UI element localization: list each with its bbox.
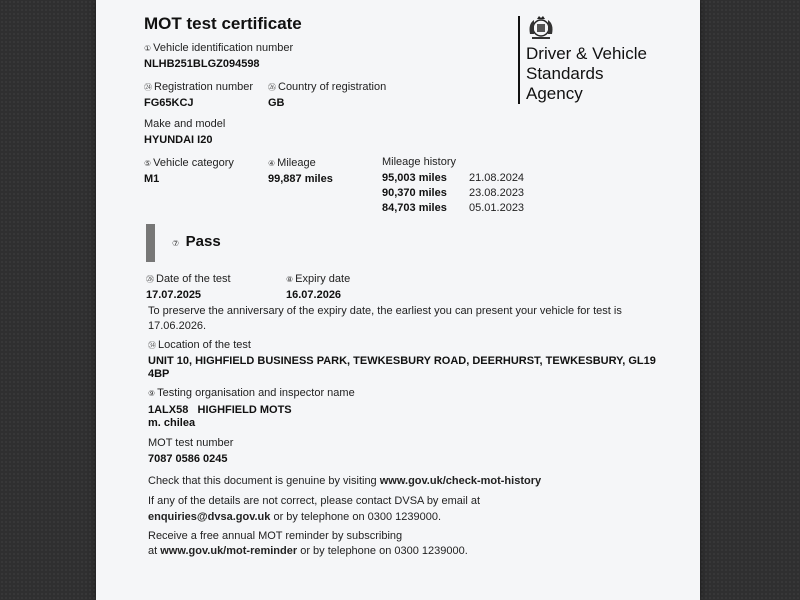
history-miles-3: 84,703 miles (382, 202, 447, 214)
org-value: 1ALX58 HIGHFIELD MOTS (148, 404, 292, 416)
test-date-value: 17.07.2025 (146, 289, 202, 301)
preserve-note-line-1: To preserve the anniversary of the expiry date, the earliest you can present your vehicle for test is (148, 305, 622, 317)
vin-value: NLHB251BLGZ094598 (144, 58, 260, 70)
registration-label-row (144, 81, 253, 93)
marker-4: ④ (268, 159, 276, 168)
history-miles-2: 90,370 miles (382, 187, 447, 199)
registration-label: Registration number (154, 81, 254, 93)
mot-reminder-link[interactable]: www.gov.uk/mot-reminder (160, 545, 298, 557)
contact-suffix: or by telephone on 0300 1239000. (270, 511, 442, 523)
marker-28: ㉘ (146, 275, 154, 284)
expiry-value: 16.07.2026 (286, 289, 342, 301)
agency-logo (518, 16, 647, 104)
mileage-label: Mileage (277, 157, 316, 169)
mileage-value: 99,887 miles (268, 173, 333, 185)
org-label: Testing organisation and inspector name (157, 387, 355, 399)
contact-email-link[interactable]: enquiries@dvsa.gov.uk (148, 511, 271, 523)
marker-26: ㉖ (268, 83, 276, 92)
make-model-value: HYUNDAI I20 (144, 134, 213, 146)
marker-7: ⑦ (172, 239, 180, 248)
agency-line-1: Driver & Vehicle (526, 44, 647, 63)
certificate-title: MOT test certificate (144, 14, 302, 33)
contact-line-2 (148, 511, 441, 523)
mot-certificate-paper (96, 0, 700, 600)
country-label-row (268, 81, 386, 93)
result-value: Pass (185, 233, 221, 250)
country-label: Country of registration (278, 81, 387, 93)
result-row (172, 233, 221, 251)
test-number-value: 7087 0586 0245 (148, 453, 228, 465)
registration-value: FG65KCJ (144, 97, 194, 109)
reminder-suffix: or by telephone on 0300 1239000. (297, 545, 468, 557)
reminder-line-1: Receive a free annual MOT reminder by subscribing (148, 530, 403, 542)
location-line-1: UNIT 10, HIGHFIELD BUSINESS PARK, TEWKESBURY ROAD, DEERHURST, TEWKESBURY, GL19 (148, 355, 656, 367)
agency-line-3: Agency (526, 84, 583, 103)
marker-8: ⑧ (286, 275, 294, 284)
make-model-label: Make and model (144, 118, 226, 130)
category-label: Vehicle category (153, 157, 234, 169)
reminder-prefix: at (148, 545, 161, 557)
location-label: Location of the test (158, 339, 251, 351)
mileage-history-label: Mileage history (382, 156, 456, 168)
agency-line-2: Standards (526, 64, 604, 83)
vin-label: Vehicle identification number (153, 42, 294, 54)
marker-9: ⑨ (148, 389, 156, 398)
result-bar (146, 224, 155, 262)
history-date-1: 21.08.2024 (469, 172, 525, 184)
location-line-2: 4BP (148, 368, 170, 380)
test-date-label-row (146, 273, 231, 285)
expiry-label-row (286, 273, 350, 285)
vin-label-row (144, 42, 293, 54)
history-date-2: 23.08.2023 (469, 187, 525, 199)
country-value: GB (268, 97, 285, 109)
contact-line-1: If any of the details are not correct, please contact DVSA by email at (148, 495, 481, 507)
marker-5: ⑤ (144, 159, 152, 168)
marker-1: ① (144, 44, 152, 53)
check-genuine-line (148, 475, 541, 487)
test-date-label: Date of the test (156, 273, 231, 285)
check-mot-link[interactable]: www.gov.uk/check-mot-history (379, 475, 542, 487)
location-label-row (148, 339, 251, 351)
test-number-label: MOT test number (148, 437, 234, 449)
history-date-3: 05.01.2023 (469, 202, 525, 214)
preserve-note-line-2: 17.06.2026. (148, 320, 207, 332)
org-label-row (148, 387, 355, 399)
marker-34: ㉞ (148, 341, 156, 350)
expiry-label: Expiry date (295, 273, 351, 285)
inspector-name: m. chilea (148, 417, 196, 429)
marker-24: ㉔ (144, 83, 152, 92)
category-label-row (144, 157, 234, 169)
reminder-line-2 (148, 545, 468, 557)
check-prefix: Check that this document is genuine by visiting (148, 475, 380, 487)
mileage-label-row (268, 157, 316, 169)
category-value: M1 (144, 173, 160, 185)
history-miles-1: 95,003 miles (382, 172, 447, 184)
